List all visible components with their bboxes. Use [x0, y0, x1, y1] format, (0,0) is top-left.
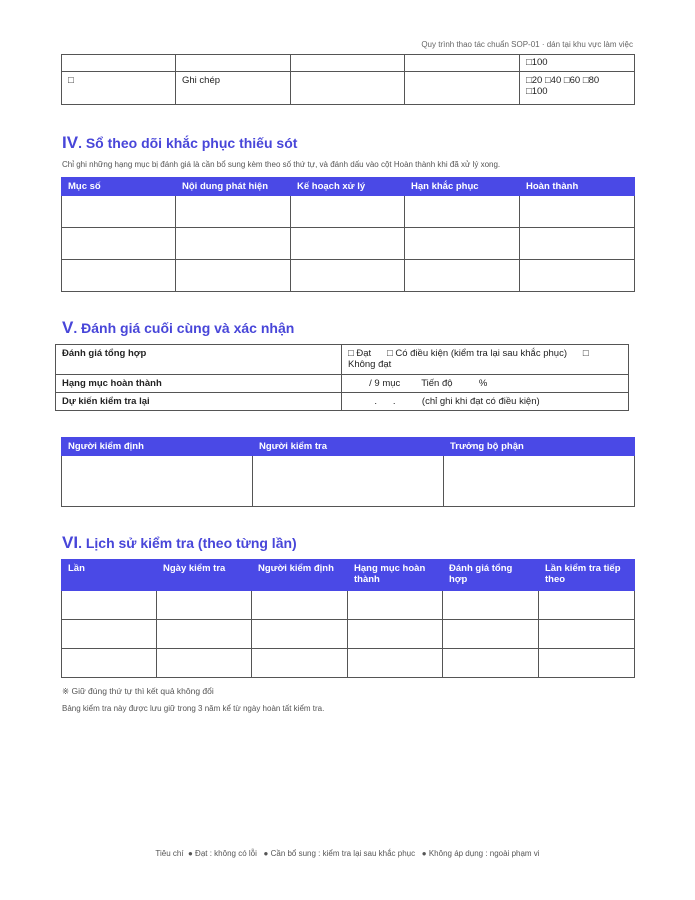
col-header: Người kiểm định	[252, 560, 348, 591]
table-row	[62, 260, 635, 292]
defect-log-table	[61, 177, 635, 292]
col-header: Trưởng bộ phận	[444, 438, 635, 456]
col-header: Kế hoạch xử lý	[291, 178, 405, 196]
table-row	[62, 55, 635, 72]
signature-box[interactable]	[62, 456, 253, 507]
checkbox-cell[interactable]: □	[62, 72, 176, 105]
signature-box[interactable]	[444, 456, 635, 507]
inspection-history-table	[61, 559, 635, 678]
table-row	[62, 72, 635, 105]
col-header: Lần	[62, 560, 157, 591]
section-iv-title: IV. Sổ theo dõi khắc phục thiếu sót	[62, 133, 298, 152]
final-evaluation-table	[55, 344, 629, 411]
col-header: Đánh giá tổng hợp	[443, 560, 539, 591]
table-row	[56, 345, 629, 375]
col-header: Người kiểm tra	[253, 438, 444, 456]
table-row	[62, 228, 635, 260]
overall-rating-options[interactable]: □ Đạt □ Có điều kiện (kiểm tra lại sau khắc phục) □ Không đạt	[342, 345, 629, 375]
order-note: ※ Giữ đúng thứ tự thì kết quả không đổi	[62, 686, 214, 696]
score-options[interactable]: □20 □40 □60 □80 □100	[520, 72, 635, 105]
recheck-date-field[interactable]: . . (chỉ ghi khi đạt có điều kiện)	[342, 393, 629, 411]
table-row	[62, 591, 635, 620]
signature-table	[61, 437, 635, 507]
col-header: Hạn khắc phục	[405, 178, 520, 196]
col-header: Mục số	[62, 178, 176, 196]
table-row	[62, 196, 635, 228]
col-header: Người kiểm định	[62, 438, 253, 456]
row-label: Dự kiến kiểm tra lại	[56, 393, 342, 411]
table-row	[56, 393, 629, 411]
table-row	[62, 620, 635, 649]
table-row	[56, 375, 629, 393]
section-iv-note: Chỉ ghi những hạng mục bị đánh giá là cần bổ sung kèm theo số thứ tự, và đánh dấu vào cột Hoàn thành khi đã xử lý xong.	[62, 160, 501, 169]
item-label: Ghi chép	[176, 72, 291, 105]
signature-box[interactable]	[253, 456, 444, 507]
completed-items-field[interactable]: / 9 mục Tiến độ %	[342, 375, 629, 393]
col-header: Ngày kiểm tra	[157, 560, 252, 591]
row-label: Hạng mục hoàn thành	[56, 375, 342, 393]
section-vi-title: VI. Lịch sử kiểm tra (theo từng lần)	[62, 533, 297, 552]
col-header: Nội dung phát hiện	[176, 178, 291, 196]
col-header: Hạng mục hoàn thành	[348, 560, 443, 591]
col-header: Lần kiểm tra tiếp theo	[539, 560, 635, 591]
table-header-row	[62, 438, 635, 456]
table-row	[62, 649, 635, 678]
table-header-row	[62, 560, 635, 591]
retention-note: Bảng kiểm tra này được lưu giữ trong 3 năm kể từ ngày hoàn tất kiểm tra.	[62, 704, 325, 713]
col-header: Hoàn thành	[520, 178, 635, 196]
signature-row	[62, 456, 635, 507]
table-header-row	[62, 178, 635, 196]
score-options[interactable]: □100	[520, 55, 635, 72]
row-label: Đánh giá tổng hợp	[56, 345, 342, 375]
checklist-table-continued	[61, 54, 635, 105]
document-header: Quy trình thao tác chuẩn SOP-01 · dán tại khu vực làm việc	[421, 40, 633, 49]
criteria-legend-footer: Tiêu chí ● Đạt : không có lỗi ● Cần bổ sung : kiểm tra lại sau khắc phục ● Không áp dụng : ngoài phạm vi	[155, 849, 540, 858]
section-v-title: V. Đánh giá cuối cùng và xác nhận	[62, 318, 295, 337]
